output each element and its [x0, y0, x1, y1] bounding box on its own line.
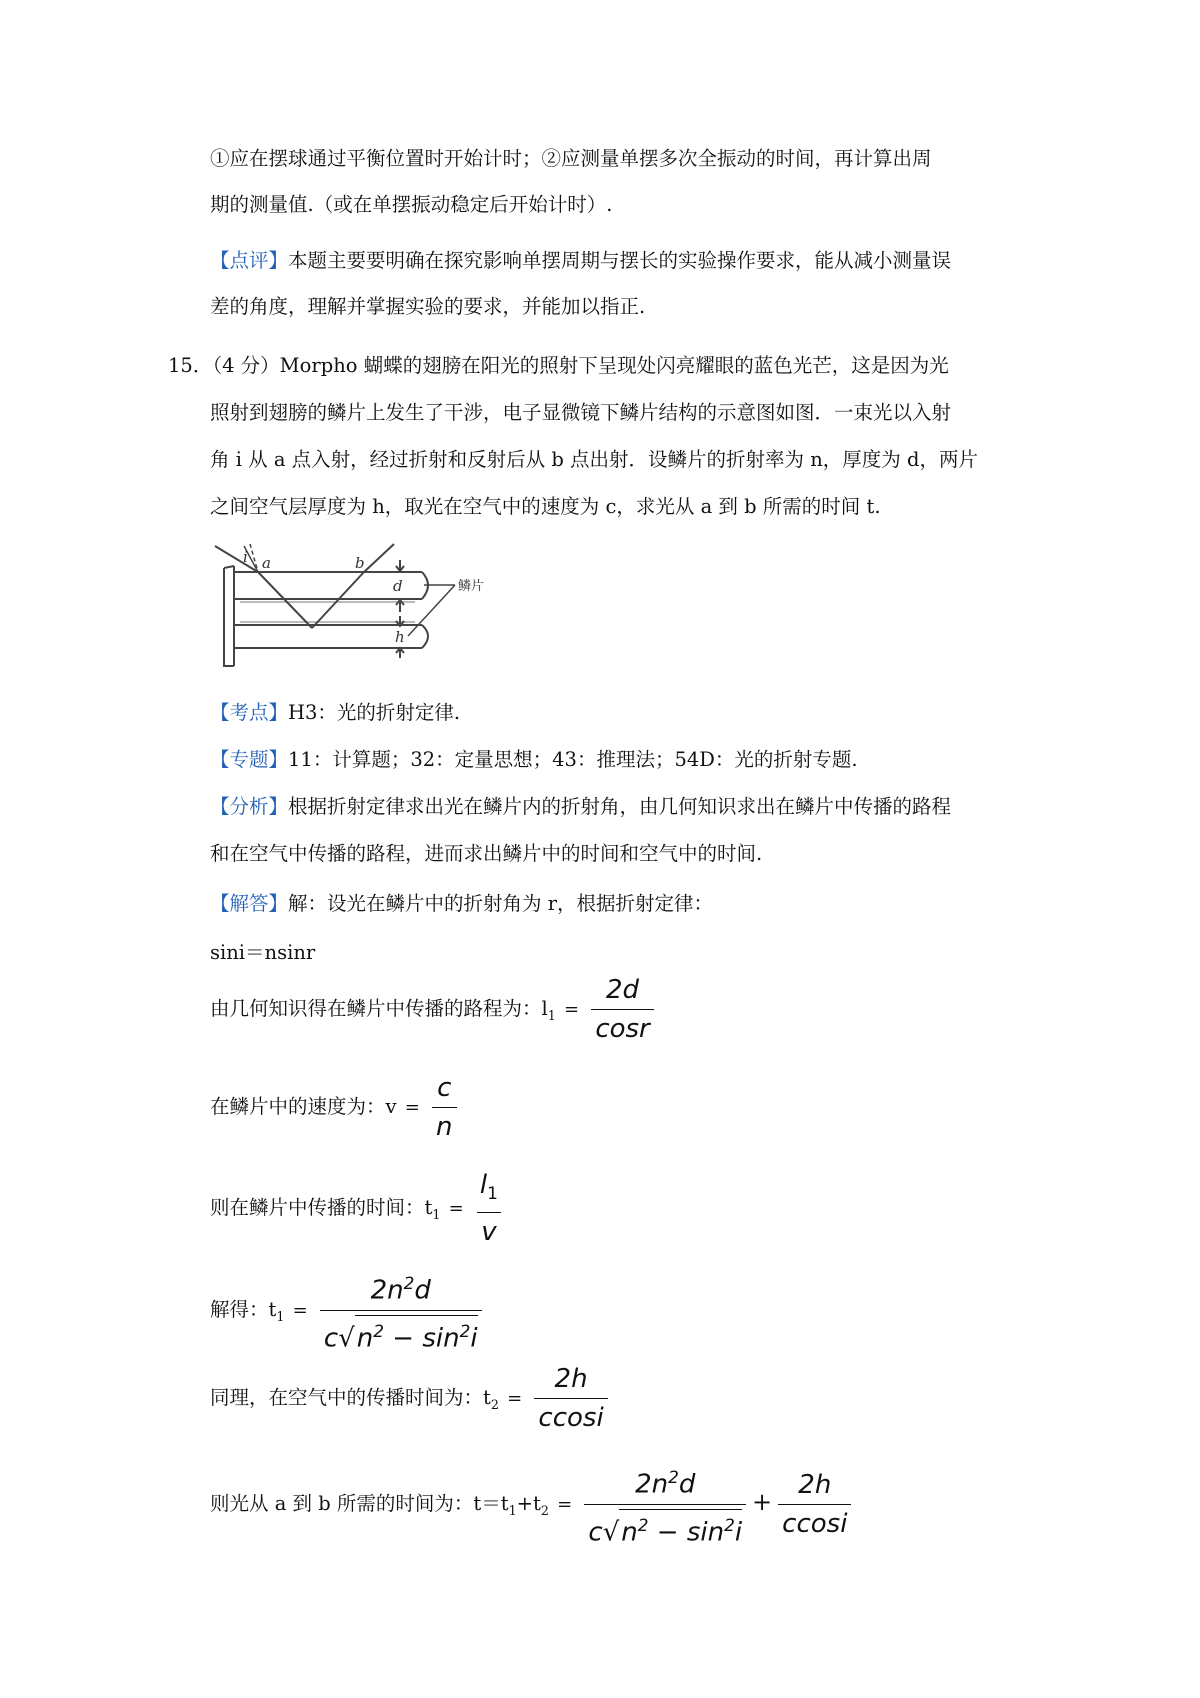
review-line-2: 差的角度，理解并掌握实验的要求，并能加以指正. — [210, 295, 646, 318]
step6-eq: = — [557, 1494, 573, 1516]
step-time-in-scale — [210, 1170, 506, 1247]
fenxi-line-1 — [210, 791, 951, 819]
step2-text: 在鳞片中的速度为：v — [210, 1095, 397, 1118]
question-text-1: （4 分）Morpho 蝴蝶的翅膀在阳光的照射下呈现处闪亮耀眼的蓝色光芒，这是因为光 — [212, 354, 949, 377]
zhuanti-text: 11：计算题；32：定量思想；43：推理法；54D：光的折射专题. — [288, 748, 858, 771]
question-line-1 — [168, 350, 949, 378]
step6-fraction-1: $\frac{2n^2d}{c√n^2 - \sin^2i}$ — [584, 1462, 746, 1547]
step2-num: c — [437, 1073, 452, 1103]
step6-fraction-2 — [778, 1470, 851, 1539]
label-h: h — [395, 628, 405, 646]
step3-sub: 1 — [432, 1206, 441, 1222]
step5-eq: = — [507, 1388, 523, 1409]
step6-num-2: 2h — [798, 1470, 832, 1501]
step2-den: n — [432, 1107, 456, 1142]
step-time-in-air — [210, 1364, 612, 1433]
question-line-2: 照射到翅膀的鳞片上发生了干涉，电子显微镜下鳞片结构的示意图如图．一束光以入射 — [210, 401, 952, 424]
step1-sub: 1 — [547, 1007, 556, 1023]
step5-den: ccosi — [534, 1398, 607, 1433]
step1-eq: = — [564, 999, 580, 1020]
question-line-3: 角 i 从 a 点入射，经过折射和反射后从 b 点出射．设鳞片的折射率为 n，厚度为 d，两片 — [210, 448, 978, 471]
step6-sub1: 1 — [508, 1503, 517, 1519]
step-path-in-scale — [210, 975, 658, 1044]
question-number: 15． — [168, 354, 213, 377]
label-i: i — [243, 548, 248, 566]
step4-text: 解得：t — [210, 1298, 277, 1322]
kaodian-tag: 【考点】 — [210, 701, 289, 724]
step6-text: 则光从 a 到 b 所需的时间为：t＝t — [210, 1492, 509, 1516]
review-line-1 — [210, 245, 951, 273]
question-line-4: 之间空气层厚度为 h，取光在空气中的速度为 c，求光从 a 到 b 所需的时间 t. — [210, 495, 881, 518]
step5-sub: 2 — [490, 1396, 499, 1412]
kaodian-text: H3：光的折射定律. — [288, 701, 461, 724]
fenxi-tag: 【分析】 — [210, 795, 289, 818]
step5-fraction — [534, 1364, 607, 1433]
jieda-intro: 解：设光在鳞片中的折射角为 r，根据折射定律： — [288, 892, 714, 915]
step-solve-t1 — [210, 1268, 486, 1353]
step4-fraction: $\frac{2n^2d}{c√n^2 - \sin^2i}$ — [320, 1268, 482, 1353]
fenxi-text-1: 根据折射定律求出光在鳞片内的折射角，由几何知识求出在鳞片中传播的路程 — [288, 795, 952, 818]
snell-law: sini＝nsinr — [210, 941, 316, 964]
step3-fraction — [476, 1170, 502, 1247]
jieda-tag: 【解答】 — [210, 892, 289, 915]
step1-num: 2d — [606, 975, 640, 1005]
answer-line-1: ①应在摆球通过平衡位置时开始计时；②应测量单摆多次全振动的时间，再计算出周 — [210, 147, 932, 170]
step-total-time — [210, 1462, 855, 1547]
review-tag: 【点评】 — [210, 249, 289, 272]
step4-sub: 1 — [276, 1309, 285, 1325]
step3-den: v — [477, 1212, 500, 1247]
label-b: b — [355, 554, 365, 572]
step4-eq: = — [292, 1300, 308, 1322]
step2-eq: = — [404, 1097, 420, 1118]
step3-text: 则在鳞片中传播的时间：t — [210, 1196, 433, 1220]
step5-text: 同理，在空气中的传播时间为：t — [210, 1386, 491, 1409]
step5-num: 2h — [554, 1364, 588, 1394]
zhuanti-line — [210, 744, 858, 772]
step6-den-2: ccosi — [778, 1504, 851, 1539]
kaodian-line — [210, 697, 460, 725]
step-speed-in-scale — [210, 1073, 461, 1142]
step3-eq: = — [448, 1198, 464, 1220]
step1-text: 由几何知识得在鳞片中传播的路程为：l — [210, 997, 548, 1020]
scale-structure-diagram — [210, 538, 500, 673]
fenxi-line-2: 和在空气中传播的路程，进而求出鳞片中的时间和空气中的时间. — [210, 842, 763, 865]
answer-line-2: 期的测量值.（或在单摆振动稳定后开始计时）. — [210, 193, 613, 216]
step3-num-l: l — [479, 1170, 488, 1200]
label-d: d — [393, 577, 403, 595]
step3-num-sub: 1 — [487, 1183, 498, 1204]
step1-den: cosr — [591, 1009, 653, 1044]
step3-num — [476, 1170, 502, 1212]
label-a: a — [262, 554, 271, 572]
step1-fraction — [591, 975, 653, 1044]
step2-fraction — [432, 1073, 456, 1142]
jieda-line — [210, 888, 713, 916]
label-scale: 鳞片 — [458, 579, 485, 594]
zhuanti-tag: 【专题】 — [210, 748, 289, 771]
review-text-1: 本题主要要明确在探究影响单摆周期与摆长的实验操作要求，能从减小测量误 — [288, 249, 952, 272]
step6-plus: + — [752, 1488, 773, 1517]
step6-sub2: 2 — [540, 1503, 549, 1519]
step6-plus-t: +t — [516, 1492, 541, 1516]
